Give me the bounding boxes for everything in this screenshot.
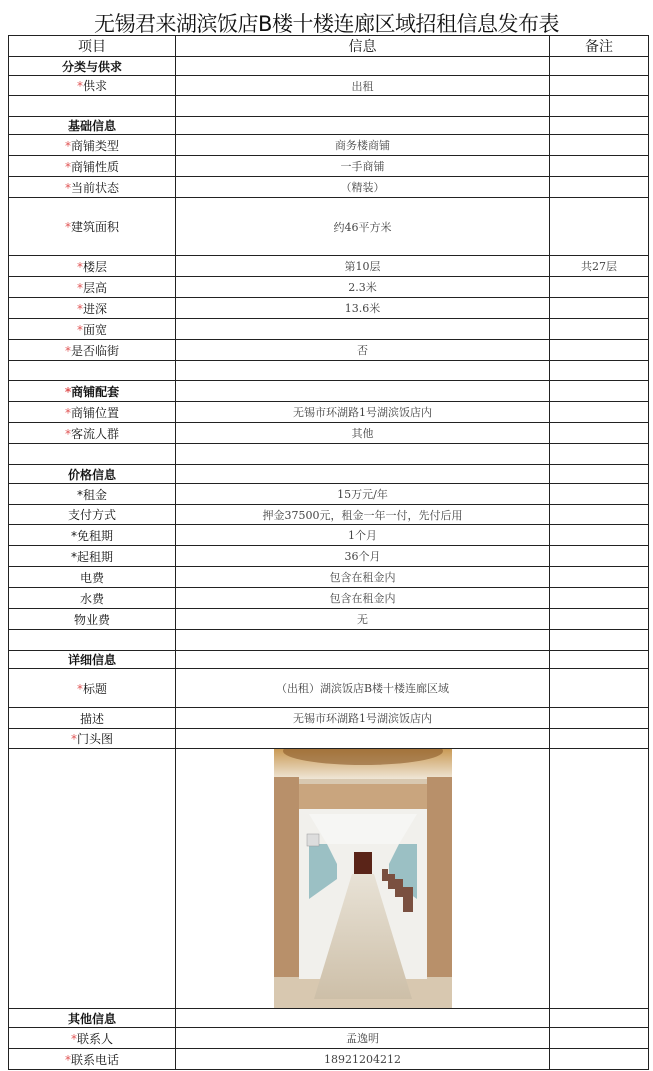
row-note: 共27层 (550, 256, 649, 277)
table-row (9, 525, 649, 546)
table-header-row (9, 36, 649, 57)
row-label-cell (9, 505, 176, 525)
row-note (550, 1049, 649, 1070)
row-label-cell (9, 708, 176, 729)
row-value: 否 (176, 340, 550, 361)
row-label-cell (9, 298, 176, 319)
row-label: 联系人 (76, 1031, 113, 1046)
row-value (176, 1009, 550, 1028)
required-asterisk: * (64, 180, 71, 195)
row-value (176, 630, 550, 651)
row-label: 详细信息 (67, 653, 116, 667)
required-asterisk: * (64, 159, 71, 174)
row-label-cell (9, 630, 176, 651)
row-value: 孟逸明 (176, 1028, 550, 1049)
row-label-cell (9, 423, 176, 444)
table-row (9, 423, 649, 444)
row-value: 包含在租金内 (176, 588, 550, 609)
row-value: 包含在租金内 (176, 567, 550, 588)
table-row (9, 505, 649, 525)
row-label-cell (9, 402, 176, 423)
row-note (550, 1009, 649, 1028)
required-asterisk: * (76, 322, 83, 337)
row-value: 无 (176, 609, 550, 630)
row-value: 无锡市环湖路1号湖滨饭店内 (176, 402, 550, 423)
row-note (550, 444, 649, 465)
row-label-cell (9, 749, 176, 1009)
row-note (550, 361, 649, 381)
required-asterisk: * (64, 384, 72, 399)
row-label-cell (9, 319, 176, 340)
table-row (9, 57, 649, 76)
row-value: 13.6米 (176, 298, 550, 319)
row-label: 客流人群 (70, 426, 119, 441)
table-row (9, 256, 649, 277)
row-label-cell (9, 340, 176, 361)
row-value: 约46平方米 (176, 198, 550, 256)
row-label: 层高 (82, 280, 107, 295)
row-note (550, 505, 649, 525)
required-asterisk: * (64, 220, 71, 234)
row-label-cell (9, 381, 176, 402)
row-note (550, 609, 649, 630)
row-note (550, 135, 649, 156)
row-note (550, 588, 649, 609)
table-row (9, 402, 649, 423)
row-label-cell (9, 588, 176, 609)
row-note (550, 402, 649, 423)
required-asterisk: * (64, 138, 71, 153)
row-note (550, 651, 649, 669)
row-label-cell (9, 546, 176, 567)
row-label-cell (9, 277, 176, 298)
header-info: 信息 (176, 36, 550, 57)
row-note (550, 484, 649, 505)
storefront-photo (274, 749, 452, 1008)
table-row (9, 444, 649, 465)
table-row (9, 609, 649, 630)
row-value: 其他 (176, 423, 550, 444)
header-note: 备注 (550, 36, 649, 57)
row-label: 基础信息 (67, 119, 116, 133)
row-value: （出租）湖滨饭店B楼十楼连廊区域 (176, 669, 550, 708)
row-value (176, 729, 550, 749)
row-value (176, 465, 550, 484)
row-label-cell (9, 567, 176, 588)
row-note (550, 423, 649, 444)
table-row (9, 177, 649, 198)
required-asterisk: * (70, 549, 77, 564)
table-row (9, 484, 649, 505)
row-label-cell (9, 651, 176, 669)
row-note (550, 630, 649, 651)
row-label-cell (9, 1028, 176, 1049)
header-item: 项目 (9, 36, 176, 57)
table-row (9, 749, 649, 1009)
row-label: 商铺配套 (71, 384, 120, 399)
required-asterisk: * (76, 280, 83, 295)
table-row (9, 298, 649, 319)
row-label: 水费 (79, 591, 104, 606)
page-title: 无锡君来湖滨饭店B楼十楼连廊区域招租信息发布表 (94, 12, 559, 36)
row-label: 标题 (82, 681, 107, 696)
row-label: 租金 (82, 487, 107, 502)
required-asterisk: * (70, 528, 77, 543)
row-value: （精装） (176, 177, 550, 198)
table-row (9, 361, 649, 381)
row-label-cell (9, 484, 176, 505)
row-value: 2.3米 (176, 277, 550, 298)
required-asterisk: * (76, 681, 83, 696)
row-note (550, 1028, 649, 1049)
row-value: 商务楼商铺 (176, 135, 550, 156)
row-label: 其他信息 (67, 1011, 116, 1026)
table-row (9, 1009, 649, 1028)
table-row (9, 117, 649, 135)
table-row (9, 76, 649, 96)
table-row (9, 277, 649, 298)
row-value (176, 381, 550, 402)
row-value (176, 361, 550, 381)
row-label-cell (9, 156, 176, 177)
row-note (550, 381, 649, 402)
row-label: 建筑面积 (70, 220, 119, 234)
row-value (176, 57, 550, 76)
row-label: 楼层 (82, 259, 107, 274)
row-label-cell (9, 361, 176, 381)
required-asterisk: * (64, 426, 71, 441)
row-label: 门头图 (76, 732, 113, 746)
row-note (550, 298, 649, 319)
row-value: 1个月 (176, 525, 550, 546)
row-label-cell (9, 525, 176, 546)
row-note (550, 57, 649, 76)
row-note (550, 708, 649, 729)
row-note (550, 465, 649, 484)
table-row (9, 381, 649, 402)
row-value (176, 749, 550, 1009)
required-asterisk: * (70, 732, 77, 746)
row-note (550, 177, 649, 198)
row-value: 第10层 (176, 256, 550, 277)
row-value: 一手商铺 (176, 156, 550, 177)
table-row (9, 96, 649, 117)
row-label-cell (9, 177, 176, 198)
row-label-cell (9, 465, 176, 484)
table-row (9, 708, 649, 729)
listing-table (8, 35, 649, 1070)
row-note (550, 546, 649, 567)
row-note (550, 198, 649, 256)
row-value: 出租 (176, 76, 550, 96)
table-row (9, 156, 649, 177)
row-note (550, 567, 649, 588)
row-label-cell (9, 96, 176, 117)
row-label: 起租期 (76, 549, 113, 564)
row-label: 商铺类型 (70, 138, 119, 153)
row-label: 商铺性质 (70, 159, 119, 174)
row-note (550, 340, 649, 361)
row-label-cell (9, 444, 176, 465)
required-asterisk: * (76, 301, 83, 316)
row-note (550, 156, 649, 177)
row-label: 联系电话 (70, 1052, 119, 1067)
row-label-cell (9, 57, 176, 76)
row-label: 当前状态 (70, 180, 119, 195)
row-label: 电费 (79, 570, 104, 585)
row-label: 描述 (79, 711, 104, 726)
row-note (550, 96, 649, 117)
required-asterisk: * (70, 1031, 77, 1046)
row-label: 进深 (82, 301, 107, 316)
row-label-cell (9, 729, 176, 749)
row-label-cell (9, 256, 176, 277)
table-row (9, 729, 649, 749)
table-row (9, 567, 649, 588)
table-row (9, 465, 649, 484)
required-asterisk: * (76, 487, 83, 502)
row-label-cell (9, 1009, 176, 1028)
table-row (9, 1049, 649, 1070)
row-label-cell (9, 76, 176, 96)
row-value: 15万元/年 (176, 484, 550, 505)
table-row (9, 546, 649, 567)
row-note (550, 729, 649, 749)
row-note (550, 319, 649, 340)
table-row (9, 669, 649, 708)
row-value: 36个月 (176, 546, 550, 567)
required-asterisk: * (64, 405, 71, 420)
required-asterisk: * (64, 343, 71, 358)
table-row (9, 651, 649, 669)
table-row (9, 588, 649, 609)
row-value (176, 444, 550, 465)
row-label-cell (9, 198, 176, 256)
row-value (176, 96, 550, 117)
row-label-cell (9, 1049, 176, 1070)
row-note (550, 117, 649, 135)
row-note (550, 749, 649, 1009)
required-asterisk: * (76, 79, 83, 93)
row-value: 18921204212 (176, 1049, 550, 1070)
row-label: 商铺位置 (70, 405, 119, 420)
row-label: 供求 (82, 79, 107, 93)
row-label: 价格信息 (67, 467, 116, 482)
table-row (9, 198, 649, 256)
table-row (9, 135, 649, 156)
row-label-cell (9, 669, 176, 708)
table-row (9, 340, 649, 361)
row-value (176, 117, 550, 135)
required-asterisk: * (64, 1052, 71, 1067)
table-row (9, 630, 649, 651)
row-note (550, 669, 649, 708)
row-label: 免租期 (76, 528, 113, 543)
row-note (550, 525, 649, 546)
table-row (9, 319, 649, 340)
row-label: 是否临街 (70, 343, 119, 358)
row-value: 押金37500元，租金一年一付，先付后用 (176, 505, 550, 525)
row-label: 物业费 (73, 612, 110, 627)
row-label-cell (9, 609, 176, 630)
row-value (176, 319, 550, 340)
required-asterisk: * (76, 259, 83, 274)
row-value (176, 651, 550, 669)
row-label: 支付方式 (67, 508, 116, 522)
row-note (550, 76, 649, 96)
table-row (9, 1028, 649, 1049)
row-label: 面宽 (82, 322, 107, 337)
row-label: 分类与供求 (61, 59, 122, 74)
row-label-cell (9, 135, 176, 156)
row-value: 无锡市环湖路1号湖滨饭店内 (176, 708, 550, 729)
row-label-cell (9, 117, 176, 135)
row-note (550, 277, 649, 298)
